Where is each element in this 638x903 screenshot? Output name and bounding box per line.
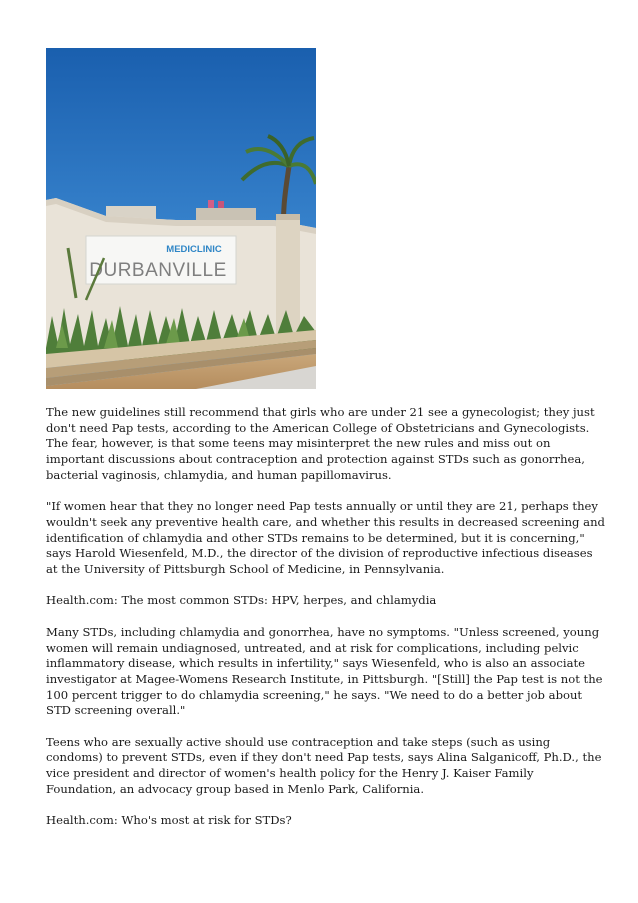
paragraph: Many STDs, including chlamydia and gonorrhea, have no symptoms. "Unless screened, young women will remain undiagnosed, untreated, and at risk for complications, including pelvic inflammatory disease, which results in infertility," says Wiesenfeld, who is also an associate investigator at Magee-Womens Research Institute, in Pittsburgh. "[Still] the Pap test is not the 100 percent trigger to do chlamydia screening," he says. "We need to do a better job about STD screening overall."	[46, 624, 603, 718]
article-body	[46, 405, 606, 845]
paragraph: The new guidelines still recommend that girls who are under 21 see a gynecologist; they just don't need Pap tests, according to the American College of Obstetricians and Gynecologists. The fear, however, is that some teens may misinterpret the new rules and miss out on important discussions about contraception and protection against STDs such as gonorrhea, bacterial vaginosis, chlamydia, and human papillomavirus.	[46, 405, 595, 482]
sign-brand-text: MEDICLINIC	[166, 244, 222, 255]
hospital-sign-photo	[46, 48, 316, 389]
paragraph: Teens who are sexually active should use contraception and take steps (such as using condoms) to prevent STDs, even if they don't need Pap tests, says Alina Salganicoff, Ph.D., the vice president and director of women's health policy for the Henry J. Kaiser Family Foundation, an advocacy group based in Menlo Park, California.	[46, 734, 602, 796]
related-link: Health.com: Who's most at risk for STDs?	[46, 813, 292, 828]
sign-name-text: DURBANVILLE	[89, 260, 227, 281]
paragraph: "If women hear that they no longer need Pap tests annually or until they are 21, perhaps they wouldn't seek any preventive health care, and whether this results in decreased screening and identification of chlamydia and other STDs remains to be determined, but it is concerning," says Harold Wiesenfeld, M.D., the director of the division of reproductive infectious diseases at the University of Pittsburgh School of Medicine, in Pennsylvania.	[46, 499, 605, 577]
related-link: Health.com: The most common STDs: HPV, herpes, and chlamydia	[46, 593, 437, 608]
